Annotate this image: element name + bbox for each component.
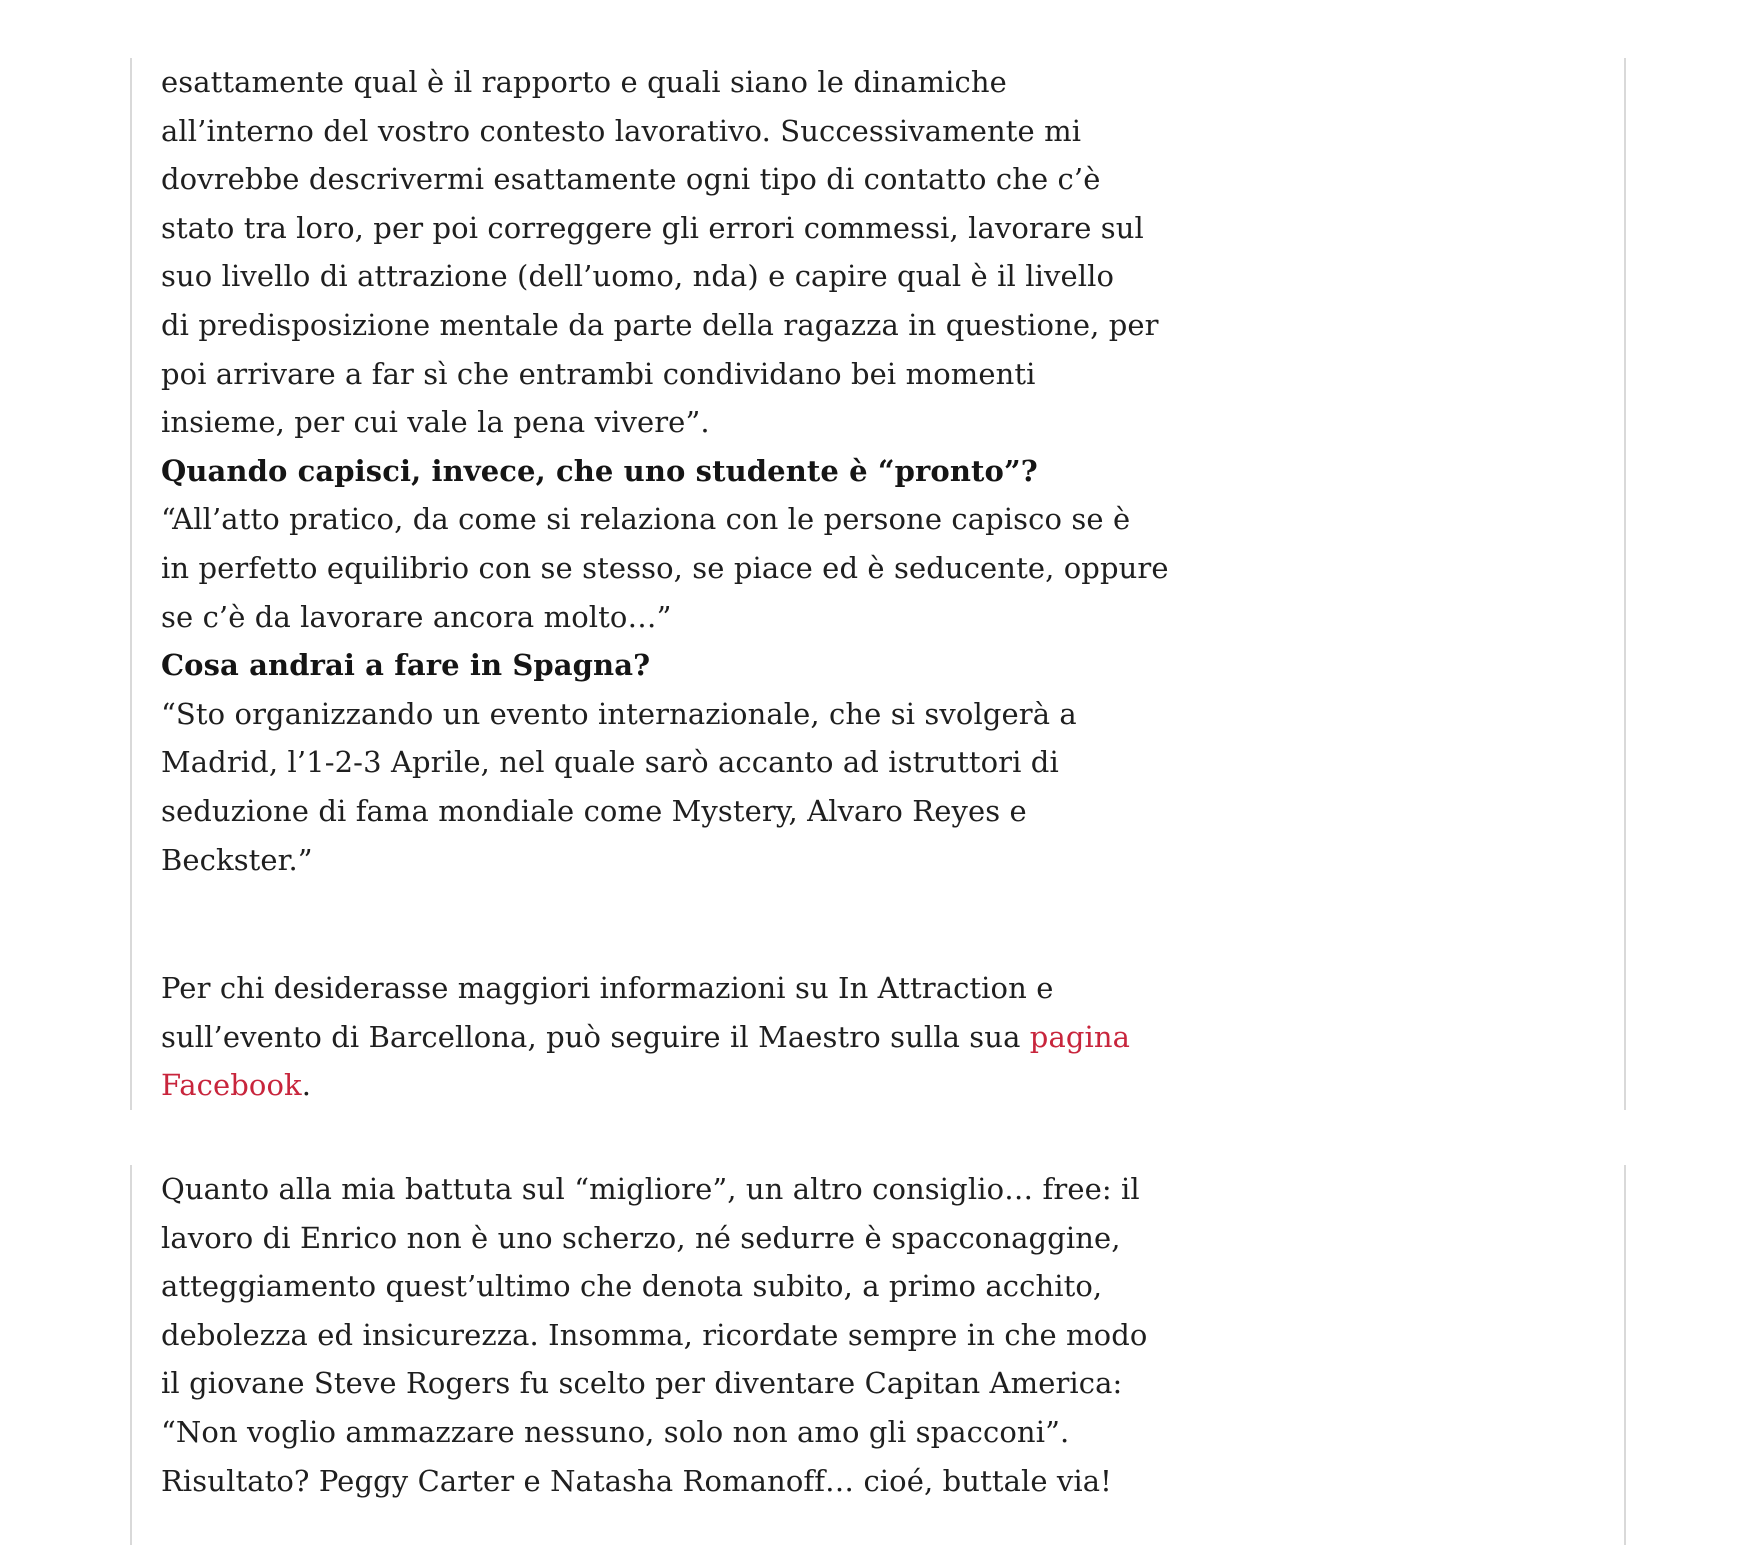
facebook-page-link[interactable] (1030, 1020, 1130, 1054)
article-block-top (130, 58, 1626, 1110)
closing-line: debolezza ed insicurezza. Insomma, ricordate sempre in che modo (161, 1317, 1148, 1352)
answer-line: seduzione di fama mondiale come Mystery, Alvaro Reyes e (161, 793, 1027, 828)
answer-line: poi arrivare a far sì che entrambi condividano bei momenti (161, 356, 1036, 391)
answer-line: suo livello di attrazione (dell’uomo, nda) e capire qual è il livello (161, 259, 1115, 294)
answer-line: all’interno del vostro contesto lavorativo. Successivamente mi (161, 113, 1082, 148)
closing-line: il giovane Steve Rogers fu scelto per diventare Capitan America: (161, 1366, 1123, 1401)
facebook-link-text-part-two: Facebook (161, 1068, 302, 1103)
closing-line: atteggiamento quest’ultimo che denota subito, a primo acchito, (161, 1269, 1103, 1304)
answer-line: insieme, per cui vale la pena vivere”. (161, 405, 710, 440)
info-line-with-link (161, 1013, 1131, 1062)
closing-line: “Non voglio ammazzare nessuno, solo non amo gli spacconi”. (161, 1414, 1070, 1449)
answer-line: dovrebbe descrivermi esattamente ogni tipo di contatto che c’è (161, 162, 1101, 197)
answer-line: se c’è da lavorare ancora molto…” (161, 599, 672, 634)
info-text: sull’evento di Barcellona, può seguire il Maestro sulla sua (161, 1019, 1030, 1054)
article-text-column (161, 58, 1169, 1110)
info-end-punctuation: . (301, 1068, 312, 1103)
answer-line: “Sto organizzando un evento internazionale, che si svolgerà a (161, 696, 1077, 731)
facebook-link-text-part-one: pagina (1029, 1019, 1131, 1054)
info-line-link-continuation (161, 1061, 1091, 1110)
closing-line: Quanto alla mia battuta sul “migliore”, un altro consiglio… free: il (161, 1172, 1140, 1206)
paragraph-spacer (161, 884, 1091, 964)
answer-line: in perfetto equilibrio con se stesso, se piace ed è seducente, oppure (161, 550, 1169, 585)
answer-line: di predisposizione mentale da parte della ragazza in questione, per (161, 307, 1159, 342)
interview-question: Quando capisci, invece, che uno studente è “pronto”? (161, 453, 1038, 488)
answer-line: Beckster.” (161, 842, 313, 877)
closing-line: lavoro di Enrico non è uno scherzo, né sedurre è spacconaggine, (161, 1220, 1121, 1255)
article-block-bottom (130, 1165, 1626, 1545)
info-line: Per chi desiderasse maggiori informazioni su In Attraction e (161, 971, 1054, 1006)
facebook-page-link-continuation[interactable] (161, 1068, 302, 1102)
answer-line: “All’atto pratico, da come si relaziona con le persone capisco se è (161, 502, 1131, 537)
closing-line: Risultato? Peggy Carter e Natasha Romanoff… cioé, buttale via! (161, 1463, 1112, 1498)
interview-question: Cosa andrai a fare in Spagna? (161, 648, 651, 683)
answer-line: stato tra loro, per poi correggere gli errori commessi, lavorare sul (161, 210, 1144, 245)
answer-line: Madrid, l’1-2-3 Aprile, nel quale sarò accanto ad istruttori di (161, 745, 1059, 780)
article-text-column (161, 1165, 1148, 1505)
answer-line: esattamente qual è il rapporto e quali siano le dinamiche (161, 65, 1007, 99)
